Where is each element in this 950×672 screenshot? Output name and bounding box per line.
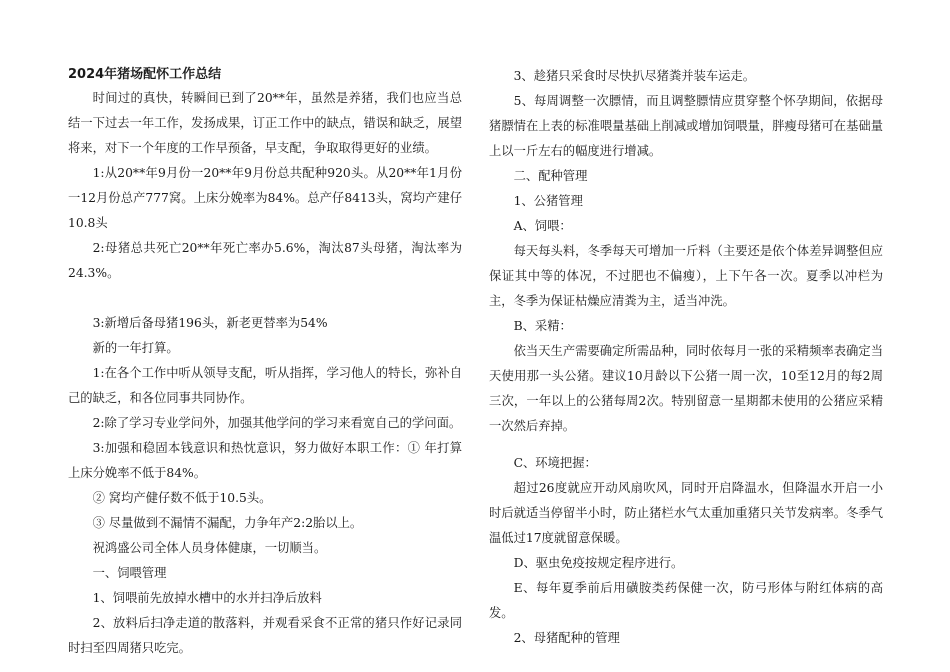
paragraph-feeding-3: 3、趁猪只采食时尽快扒尽猪粪并装车运走。 bbox=[513, 69, 756, 83]
paragraph-feeding-2: 2、放料后扫净走道的散落料，并观看采食不正常的猪只作好记录同时扫至四周猪只吃完。 bbox=[68, 616, 462, 655]
paragraph-health-e: E、每年夏季前后用磺胺类药保健一次，防弓形体与附红体病的高发。 bbox=[489, 581, 883, 620]
subheading-boar-management: 1、公猪管理 bbox=[513, 194, 583, 208]
paragraph-boar-feeding: 每天每头料，冬季每天可增加一斤料（主要还是依个体差异调整但应保证其中等的体况，不过肥也不偏瘦），上下午各一次。夏季以冲栏为主，冬季为保证枯燥应清粪为主，适当冲洗。 bbox=[489, 244, 883, 308]
paragraph-deworming-d: D、驱虫免疫按规定程序进行。 bbox=[513, 556, 684, 570]
subheading-sow-breeding: 2、母猪配种的管理 bbox=[513, 631, 620, 645]
paragraph-plan-2: 2:除了学习专业学问外，加强其他学问的学习来看宽自己的学问面。 bbox=[92, 416, 462, 430]
paragraph-feeding-1: 1、饲喂前先放掉水槽中的水并扫净后放料 bbox=[92, 591, 322, 605]
paragraph-plan-3: 3:加强和稳固本钱意识和热忱意识，努力做好本职工作：① 年打算上床分娩率不低于84%。 bbox=[68, 441, 462, 480]
paragraph-stat-2: 2:母猪总共死亡20**年死亡率办5.6%，淘汰87头母猪，淘汰率为24.3%。 bbox=[68, 241, 462, 280]
blank-line bbox=[489, 439, 883, 451]
paragraph-semen-collection: 依当天生产需要确定所需品种，同时依每月一张的采精频率表确定当天使用那一头公猪。建议10月龄以下公猪一周一次，10至12月的每2周三次，一年以上的公猪每周2次。特别留意一星期都未使用的公猪应采精一次然后弃掉。 bbox=[489, 344, 883, 433]
paragraph-wishes: 祝鸿盛公司全体人员身体健康，一切顺当。 bbox=[92, 541, 327, 555]
document-title: 2024年猪场配怀工作总结 bbox=[68, 67, 222, 82]
blank-line bbox=[68, 286, 462, 311]
left-column bbox=[68, 64, 462, 661]
paragraph-intro: 时间过的真快，转瞬间已到了20**年，虽然是养猪，我们也应当总结一下过去一年工作，发扬成果，订正工作中的缺点，错误和缺乏，展望将来，对下一个年度的工作早预备，早支配，争取取得更好的业绩。 bbox=[68, 91, 462, 155]
subheading-environment-c: C、环境把握： bbox=[513, 456, 597, 470]
paragraph-feeding-5: 5、每周调整一次膘情，而且调整膘情应贯穿整个怀孕期间，依据母猪膘情在上表的标准喂量基础上削减或增加饲喂量，胖瘦母猪可在基础量上以一斤左右的幅度进行增减。 bbox=[489, 94, 883, 158]
subheading-semen-collection-b: B、采精： bbox=[513, 319, 572, 333]
paragraph-plan-3-c: ③ 尽量做到不漏情不漏配，力争年产2:2胎以上。 bbox=[92, 516, 363, 530]
section-heading-feeding: 一、饲喂管理 bbox=[92, 566, 167, 580]
right-column bbox=[489, 64, 883, 651]
paragraph-environment: 超过26度就应开动风扇吹风，同时开启降温水，但降温水开启一小时后就适当停留半小时，防止猪栏水气太重加重猪只关节发病率。冬季气温低过17度就留意保暖。 bbox=[489, 481, 883, 545]
subheading-feeding-a: A、饲喂： bbox=[513, 219, 572, 233]
section-heading-breeding: 二、配种管理 bbox=[513, 169, 588, 183]
paragraph-stat-1: 1:从20**年9月份一20**年9月份总共配种920头。从20**年1月份一12月份总产777窝。上床分娩率为84%。总产仔8413头，窝均产建仔10.8头 bbox=[68, 166, 462, 230]
paragraph-new-year-plan: 新的一年打算。 bbox=[92, 341, 179, 355]
paragraph-plan-3-b: ② 窝均产健仔数不低于10.5头。 bbox=[92, 491, 272, 505]
paragraph-stat-3: 3:新增后备母猪196头，新老更替率为54% bbox=[92, 316, 328, 330]
paragraph-plan-1: 1:在各个工作中听从领导支配，听从指挥，学习他人的特长，弥补自己的缺乏，和各位同事共同协作。 bbox=[68, 366, 462, 405]
